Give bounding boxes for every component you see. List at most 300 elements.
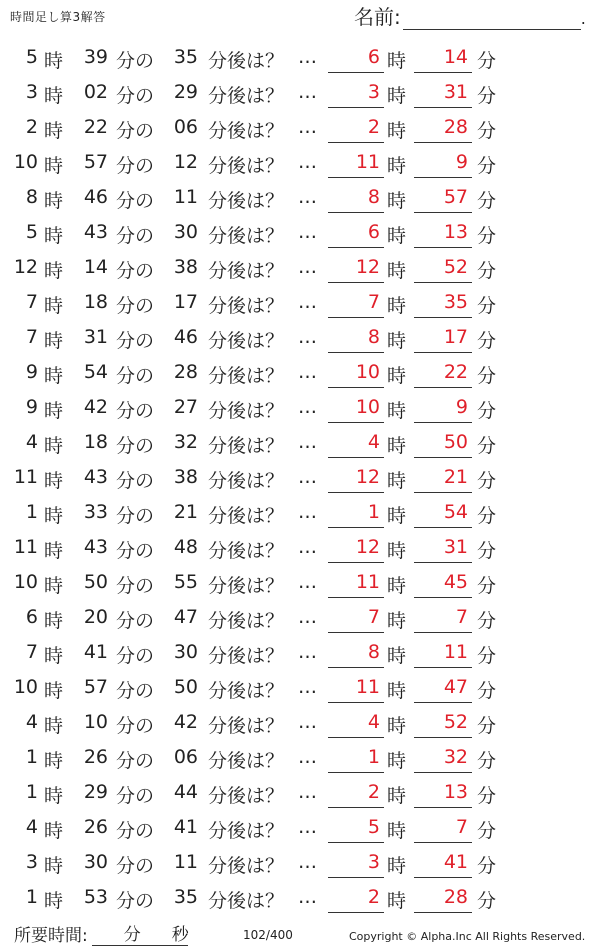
- answer-minute-blank[interactable]: [414, 667, 472, 668]
- added-minutes: 38: [173, 466, 198, 488]
- hour-value: 3: [25, 851, 38, 873]
- hour-unit: 時: [44, 575, 64, 597]
- hour-value: 1: [25, 746, 38, 768]
- minutes-after-label: 分後は？: [208, 120, 285, 142]
- hour-value: 9: [25, 361, 38, 383]
- added-minutes: 44: [173, 781, 198, 803]
- added-minutes: 17: [173, 291, 198, 313]
- name-field[interactable]: [403, 9, 581, 30]
- minute-of-label: 分の: [116, 85, 155, 107]
- answer-minute-blank[interactable]: [414, 877, 472, 878]
- minutes-after-label: 分後は？: [208, 50, 285, 72]
- elapsed-time-field[interactable]: [92, 924, 188, 946]
- ellipsis: …: [298, 81, 317, 103]
- answer-minute-blank[interactable]: [414, 387, 472, 388]
- minute-of-label: 分の: [116, 435, 155, 457]
- minute-value: 31: [83, 326, 108, 348]
- answer-hour-blank[interactable]: [328, 352, 384, 353]
- hour-value: 12: [13, 256, 38, 278]
- answer-hour-blank[interactable]: [328, 597, 384, 598]
- answer-hour-unit: 時: [387, 890, 407, 912]
- answer-hour: 8: [367, 326, 380, 348]
- minutes-after-label: 分後は？: [208, 330, 285, 352]
- name-period: .: [580, 9, 586, 28]
- hour-value: 11: [13, 536, 38, 558]
- answer-hour-blank[interactable]: [328, 527, 384, 528]
- minute-value: 57: [83, 676, 108, 698]
- ellipsis: …: [298, 886, 317, 908]
- answer-hour-unit: 時: [387, 540, 407, 562]
- problem-row: [0, 880, 600, 915]
- ellipsis: …: [298, 641, 317, 663]
- hour-unit: 時: [44, 890, 64, 912]
- added-minutes: 41: [173, 816, 198, 838]
- answer-hour: 7: [367, 606, 380, 628]
- minute-value: 26: [83, 816, 108, 838]
- answer-hour-blank[interactable]: [328, 107, 384, 108]
- answer-hour-blank[interactable]: [328, 282, 384, 283]
- minute-value: 50: [83, 571, 108, 593]
- answer-minute-blank[interactable]: [414, 912, 472, 913]
- minute-of-label: 分の: [116, 120, 155, 142]
- answer-hour-blank[interactable]: [328, 912, 384, 913]
- added-minutes: 27: [173, 396, 198, 418]
- answer-hour-blank[interactable]: [328, 317, 384, 318]
- added-minutes: 48: [173, 536, 198, 558]
- added-minutes: 21: [173, 501, 198, 523]
- answer-hour-blank[interactable]: [328, 807, 384, 808]
- minute-value: 39: [83, 46, 108, 68]
- answer-hour-blank[interactable]: [328, 247, 384, 248]
- answer-minute-blank[interactable]: [414, 422, 472, 423]
- minute-value: 30: [83, 851, 108, 873]
- answer-hour-blank[interactable]: [328, 632, 384, 633]
- minute-of-label: 分の: [116, 785, 155, 807]
- answer-minute: 35: [443, 291, 468, 313]
- problem-row: [0, 40, 600, 75]
- answer-minute-unit: 分: [477, 330, 497, 352]
- minute-of-label: 分の: [116, 645, 155, 667]
- problem-row: [0, 285, 600, 320]
- hour-value: 5: [25, 46, 38, 68]
- answer-hour: 8: [367, 186, 380, 208]
- hour-unit: 時: [44, 750, 64, 772]
- minute-of-label: 分の: [116, 190, 155, 212]
- minutes-unit: 分: [123, 925, 141, 945]
- ellipsis: …: [298, 256, 317, 278]
- hour-unit: 時: [44, 645, 64, 667]
- answer-minute-unit: 分: [477, 680, 497, 702]
- answer-hour-blank[interactable]: [328, 177, 384, 178]
- added-minutes: 50: [173, 676, 198, 698]
- minute-value: 33: [83, 501, 108, 523]
- ellipsis: …: [298, 746, 317, 768]
- answer-hour-unit: 時: [387, 470, 407, 492]
- answer-minute-blank[interactable]: [414, 632, 472, 633]
- added-minutes: 12: [173, 151, 198, 173]
- answer-hour: 4: [367, 431, 380, 453]
- answer-minute-blank[interactable]: [414, 842, 472, 843]
- answer-hour-unit: 時: [387, 190, 407, 212]
- hour-unit: 時: [44, 400, 64, 422]
- answer-hour-blank[interactable]: [328, 737, 384, 738]
- minutes-after-label: 分後は？: [208, 715, 285, 737]
- answer-minute: 57: [443, 186, 468, 208]
- hour-value: 8: [25, 186, 38, 208]
- answer-hour-blank[interactable]: [328, 492, 384, 493]
- minute-of-label: 分の: [116, 260, 155, 282]
- answer-hour-unit: 時: [387, 260, 407, 282]
- minute-of-label: 分の: [116, 890, 155, 912]
- answer-minute-unit: 分: [477, 855, 497, 877]
- minute-of-label: 分の: [116, 575, 155, 597]
- minutes-after-label: 分後は？: [208, 890, 285, 912]
- seconds-unit: 秒: [171, 925, 189, 945]
- hour-value: 3: [25, 81, 38, 103]
- minute-of-label: 分の: [116, 225, 155, 247]
- ellipsis: …: [298, 711, 317, 733]
- added-minutes: 11: [173, 851, 198, 873]
- answer-minute-unit: 分: [477, 225, 497, 247]
- problem-row: [0, 705, 600, 740]
- answer-minute-unit: 分: [477, 295, 497, 317]
- answer-minute: 13: [443, 781, 468, 803]
- answer-hour-unit: 時: [387, 435, 407, 457]
- hour-unit: 時: [44, 155, 64, 177]
- ellipsis: …: [298, 501, 317, 523]
- problem-row: [0, 775, 600, 810]
- answer-hour-blank[interactable]: [328, 142, 384, 143]
- hour-value: 10: [13, 676, 38, 698]
- answer-minute-unit: 分: [477, 120, 497, 142]
- answer-minute-unit: 分: [477, 260, 497, 282]
- answer-minute: 22: [443, 361, 468, 383]
- hour-unit: 時: [44, 225, 64, 247]
- answer-minute: 45: [443, 571, 468, 593]
- added-minutes: 30: [173, 641, 198, 663]
- hour-unit: 時: [44, 540, 64, 562]
- problem-row: [0, 75, 600, 110]
- ellipsis: …: [298, 781, 317, 803]
- hour-unit: 時: [44, 680, 64, 702]
- ellipsis: …: [298, 431, 317, 453]
- hour-unit: 時: [44, 855, 64, 877]
- added-minutes: 35: [173, 46, 198, 68]
- answer-hour-blank[interactable]: [328, 667, 384, 668]
- hour-value: 6: [25, 606, 38, 628]
- answer-minute-unit: 分: [477, 785, 497, 807]
- answer-hour-unit: 時: [387, 295, 407, 317]
- minutes-after-label: 分後は？: [208, 260, 285, 282]
- hour-value: 4: [25, 816, 38, 838]
- answer-minute: 47: [443, 676, 468, 698]
- problem-list: [0, 40, 600, 915]
- minutes-after-label: 分後は？: [208, 680, 285, 702]
- problem-row: [0, 740, 600, 775]
- minute-value: 10: [83, 711, 108, 733]
- minute-value: 18: [83, 431, 108, 453]
- answer-hour-blank[interactable]: [328, 387, 384, 388]
- problem-row: [0, 670, 600, 705]
- answer-minute: 28: [443, 116, 468, 138]
- answer-minute: 31: [443, 536, 468, 558]
- minute-value: 41: [83, 641, 108, 663]
- added-minutes: 42: [173, 711, 198, 733]
- answer-minute-unit: 分: [477, 50, 497, 72]
- answer-minute-blank[interactable]: [414, 352, 472, 353]
- minute-value: 53: [83, 886, 108, 908]
- minute-of-label: 分の: [116, 820, 155, 842]
- hour-value: 5: [25, 221, 38, 243]
- ellipsis: …: [298, 186, 317, 208]
- answer-hour-blank[interactable]: [328, 72, 384, 73]
- minute-of-label: 分の: [116, 715, 155, 737]
- answer-minute-blank[interactable]: [414, 282, 472, 283]
- answer-hour-blank[interactable]: [328, 212, 384, 213]
- answer-minute-blank[interactable]: [414, 72, 472, 73]
- answer-hour: 10: [355, 361, 380, 383]
- problem-row: [0, 110, 600, 145]
- ellipsis: …: [298, 676, 317, 698]
- added-minutes: 30: [173, 221, 198, 243]
- minute-value: 43: [83, 221, 108, 243]
- hour-unit: 時: [44, 470, 64, 492]
- problem-row: [0, 565, 600, 600]
- answer-hour-unit: 時: [387, 85, 407, 107]
- answer-hour: 11: [355, 151, 380, 173]
- answer-minute-unit: 分: [477, 400, 497, 422]
- answer-minute-blank[interactable]: [414, 317, 472, 318]
- hour-value: 2: [25, 116, 38, 138]
- answer-hour-blank[interactable]: [328, 702, 384, 703]
- answer-minute-unit: 分: [477, 645, 497, 667]
- minute-value: 43: [83, 466, 108, 488]
- added-minutes: 35: [173, 886, 198, 908]
- answer-minute: 17: [443, 326, 468, 348]
- answer-hour-unit: 時: [387, 575, 407, 597]
- problem-row: [0, 635, 600, 670]
- answer-minute-unit: 分: [477, 155, 497, 177]
- answer-hour-unit: 時: [387, 855, 407, 877]
- answer-minute-blank[interactable]: [414, 702, 472, 703]
- answer-hour-unit: 時: [387, 785, 407, 807]
- answer-hour: 3: [367, 81, 380, 103]
- answer-minute: 9: [455, 396, 468, 418]
- problem-row: [0, 320, 600, 355]
- ellipsis: …: [298, 851, 317, 873]
- hour-value: 1: [25, 501, 38, 523]
- minute-of-label: 分の: [116, 540, 155, 562]
- problem-row: [0, 145, 600, 180]
- minutes-after-label: 分後は？: [208, 225, 285, 247]
- hour-unit: 時: [44, 785, 64, 807]
- ellipsis: …: [298, 606, 317, 628]
- minutes-after-label: 分後は？: [208, 820, 285, 842]
- answer-minute-blank[interactable]: [414, 492, 472, 493]
- hour-value: 4: [25, 431, 38, 453]
- minute-value: 42: [83, 396, 108, 418]
- minute-of-label: 分の: [116, 50, 155, 72]
- answer-minute-unit: 分: [477, 820, 497, 842]
- answer-minute-blank[interactable]: [414, 247, 472, 248]
- answer-hour: 2: [367, 781, 380, 803]
- answer-minute-blank[interactable]: [414, 212, 472, 213]
- hour-unit: 時: [44, 260, 64, 282]
- answer-hour: 8: [367, 641, 380, 663]
- minute-of-label: 分の: [116, 330, 155, 352]
- answer-hour: 5: [367, 816, 380, 838]
- hour-value: 11: [13, 466, 38, 488]
- problem-row: [0, 355, 600, 390]
- answer-hour: 6: [367, 46, 380, 68]
- answer-minute: 13: [443, 221, 468, 243]
- answer-hour-blank[interactable]: [328, 562, 384, 563]
- answer-hour-unit: 時: [387, 50, 407, 72]
- answer-hour-unit: 時: [387, 750, 407, 772]
- elapsed-time-area: [14, 921, 188, 946]
- ellipsis: …: [298, 536, 317, 558]
- answer-hour-unit: 時: [387, 225, 407, 247]
- minute-of-label: 分の: [116, 365, 155, 387]
- answer-minute: 54: [443, 501, 468, 523]
- answer-minute: 11: [443, 641, 468, 663]
- hour-value: 7: [25, 641, 38, 663]
- minute-value: 14: [83, 256, 108, 278]
- answer-hour-blank[interactable]: [328, 457, 384, 458]
- added-minutes: 28: [173, 361, 198, 383]
- answer-hour: 12: [355, 466, 380, 488]
- answer-minute-blank[interactable]: [414, 737, 472, 738]
- answer-hour-unit: 時: [387, 400, 407, 422]
- minute-value: 54: [83, 361, 108, 383]
- answer-hour: 12: [355, 536, 380, 558]
- answer-minute: 52: [443, 711, 468, 733]
- answer-minute-blank[interactable]: [414, 597, 472, 598]
- minute-of-label: 分の: [116, 505, 155, 527]
- answer-minute: 50: [443, 431, 468, 453]
- copyright-notice: Copyright © Alpha.Inc All Rights Reserved.: [349, 930, 586, 943]
- minute-of-label: 分の: [116, 750, 155, 772]
- minutes-after-label: 分後は？: [208, 855, 285, 877]
- added-minutes: 47: [173, 606, 198, 628]
- answer-minute-blank[interactable]: [414, 527, 472, 528]
- minute-value: 29: [83, 781, 108, 803]
- answer-minute-blank[interactable]: [414, 142, 472, 143]
- answer-hour-unit: 時: [387, 645, 407, 667]
- answer-hour-unit: 時: [387, 715, 407, 737]
- answer-hour-unit: 時: [387, 820, 407, 842]
- answer-minute-unit: 分: [477, 435, 497, 457]
- minute-of-label: 分の: [116, 680, 155, 702]
- hour-value: 10: [13, 151, 38, 173]
- minutes-after-label: 分後は？: [208, 645, 285, 667]
- answer-minute: 52: [443, 256, 468, 278]
- answer-minute-unit: 分: [477, 505, 497, 527]
- answer-hour-blank[interactable]: [328, 422, 384, 423]
- answer-hour-blank[interactable]: [328, 877, 384, 878]
- answer-hour-blank[interactable]: [328, 772, 384, 773]
- added-minutes: 29: [173, 81, 198, 103]
- ellipsis: …: [298, 326, 317, 348]
- answer-minute-blank[interactable]: [414, 107, 472, 108]
- minutes-after-label: 分後は？: [208, 575, 285, 597]
- answer-minute-blank[interactable]: [414, 177, 472, 178]
- minutes-after-label: 分後は？: [208, 750, 285, 772]
- minute-value: 46: [83, 186, 108, 208]
- answer-minute-unit: 分: [477, 575, 497, 597]
- answer-hour-unit: 時: [387, 610, 407, 632]
- minutes-after-label: 分後は？: [208, 505, 285, 527]
- answer-minute-unit: 分: [477, 750, 497, 772]
- answer-hour: 3: [367, 851, 380, 873]
- answer-hour-unit: 時: [387, 505, 407, 527]
- answer-hour: 4: [367, 711, 380, 733]
- elapsed-time-label: 所要時間:: [14, 926, 88, 946]
- minute-of-label: 分の: [116, 400, 155, 422]
- answer-minute: 21: [443, 466, 468, 488]
- hour-unit: 時: [44, 715, 64, 737]
- answer-hour-blank[interactable]: [328, 842, 384, 843]
- answer-minute-blank[interactable]: [414, 807, 472, 808]
- problem-row: [0, 390, 600, 425]
- answer-minute-blank[interactable]: [414, 457, 472, 458]
- minutes-after-label: 分後は？: [208, 400, 285, 422]
- minute-of-label: 分の: [116, 155, 155, 177]
- answer-minute: 28: [443, 886, 468, 908]
- answer-hour-unit: 時: [387, 680, 407, 702]
- hour-unit: 時: [44, 190, 64, 212]
- hour-value: 1: [25, 886, 38, 908]
- answer-minute-blank[interactable]: [414, 562, 472, 563]
- problem-row: [0, 215, 600, 250]
- answer-hour: 2: [367, 886, 380, 908]
- ellipsis: …: [298, 396, 317, 418]
- problem-row: [0, 600, 600, 635]
- minute-of-label: 分の: [116, 295, 155, 317]
- answer-hour: 6: [367, 221, 380, 243]
- minute-of-label: 分の: [116, 470, 155, 492]
- hour-unit: 時: [44, 365, 64, 387]
- answer-minute-unit: 分: [477, 540, 497, 562]
- problem-row: [0, 460, 600, 495]
- answer-minute-unit: 分: [477, 190, 497, 212]
- minutes-after-label: 分後は？: [208, 540, 285, 562]
- hour-unit: 時: [44, 85, 64, 107]
- minutes-after-label: 分後は？: [208, 785, 285, 807]
- ellipsis: …: [298, 116, 317, 138]
- answer-minute: 32: [443, 746, 468, 768]
- hour-unit: 時: [44, 330, 64, 352]
- answer-hour: 1: [367, 746, 380, 768]
- problem-row: [0, 180, 600, 215]
- problem-row: [0, 845, 600, 880]
- hour-unit: 時: [44, 820, 64, 842]
- answer-minute-unit: 分: [477, 715, 497, 737]
- ellipsis: …: [298, 361, 317, 383]
- answer-hour-unit: 時: [387, 120, 407, 142]
- hour-unit: 時: [44, 295, 64, 317]
- answer-minute-unit: 分: [477, 365, 497, 387]
- answer-hour: 7: [367, 291, 380, 313]
- problem-row: [0, 810, 600, 845]
- minute-value: 22: [83, 116, 108, 138]
- added-minutes: 38: [173, 256, 198, 278]
- answer-minute-blank[interactable]: [414, 772, 472, 773]
- hour-value: 10: [13, 571, 38, 593]
- name-label: 名前:: [354, 5, 401, 29]
- added-minutes: 46: [173, 326, 198, 348]
- added-minutes: 32: [173, 431, 198, 453]
